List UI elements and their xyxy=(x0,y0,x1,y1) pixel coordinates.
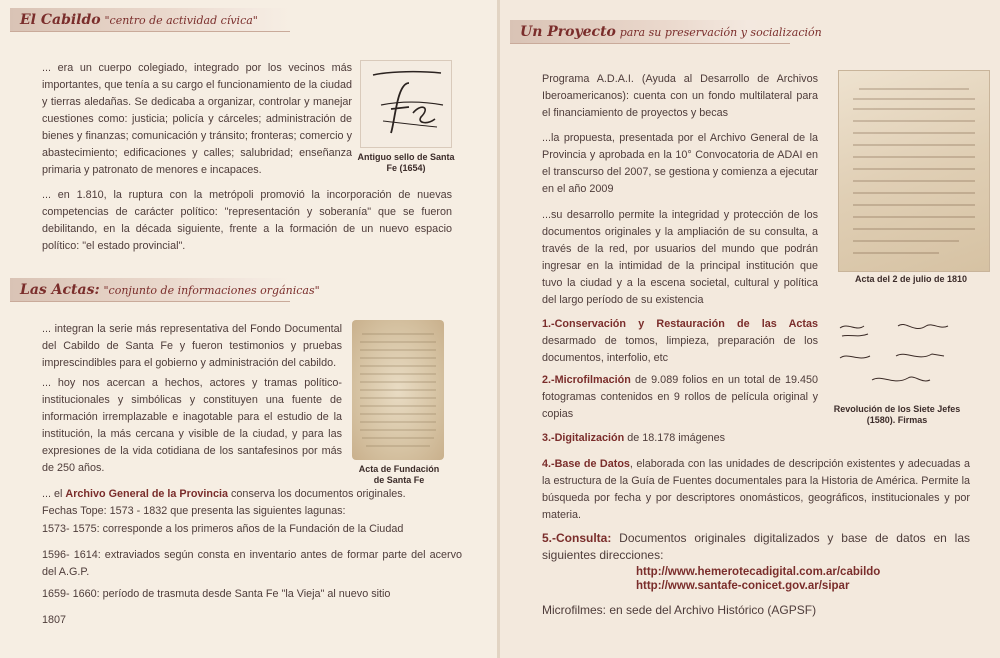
item-1-title: 1.-Conservación y Restauración de las Actas xyxy=(542,318,818,330)
item-2-text: de 9.089 folios en un total de 19.450 fotogramas contenidos en 9 rollos de película original y copias xyxy=(542,374,818,420)
proyecto-title: Un Proyecto xyxy=(520,24,616,40)
actas-p3-post: conserva los documentos originales. xyxy=(228,488,406,500)
fechas-tope: Fechas Tope: 1573 - 1832 que presenta las siguientes lagunas: xyxy=(42,505,346,517)
item-2-title: 2.-Microfilmación xyxy=(542,374,631,386)
laguna-2: 1596- 1614: extraviados según consta en inventario antes de formar parte del acervo del A.G.P. xyxy=(42,549,462,578)
item-5 xyxy=(542,530,970,564)
signatures-icon xyxy=(836,318,956,398)
item-4-title: 4.-Base de Datos xyxy=(542,458,630,470)
proyecto-paragraph-3: ...su desarrollo permite la integridad y protección de los documentos originales y la ampliación de su consulta, a través de la red, por usuarios del mundo que podrán ingresar en la intimidad de la principal institución que tuvo la ciudad y a la escena societal, cultural y política del largo período de su existencia xyxy=(542,209,818,306)
laguna-1: 1573- 1575: corresponde a los primeros años de la Fundación de la Ciudad xyxy=(42,523,404,535)
actas-paragraph-1: ... integran la serie más representativa del Fondo Documental del Cabildo de Santa Fe y fueron testimonios y pruebas imprescindibles para el gobierno y administración del cabildo. xyxy=(42,323,342,369)
item-3-title: 3.-Digitalización xyxy=(542,432,625,444)
item-5-title: 5.-Consulta: xyxy=(542,531,612,545)
seal-image xyxy=(360,60,452,148)
item-1-text: desarmado de tomos, limpieza, preparación de los documentos, interfolio, etc xyxy=(542,335,818,364)
item-2 xyxy=(542,372,818,423)
proyecto-paragraph-1: Programa A.D.A.I. (Ayuda al Desarrollo de Archivos Iberoamericanos): cuenta con un fondo multilateral para el financiamiento de proyectos y becas xyxy=(542,73,818,119)
seal-caption: Antiguo sello de Santa Fe (1654) xyxy=(357,152,455,173)
item-1 xyxy=(542,316,818,367)
actas-title: Las Actas: xyxy=(20,282,100,298)
proyecto-subtitle: para su preservación y socialización xyxy=(619,26,822,39)
item-3-text: de 18.178 imágenes xyxy=(624,432,726,444)
actas-banner xyxy=(10,278,320,302)
page-fold xyxy=(497,0,500,658)
acta-julio-image xyxy=(838,70,990,272)
actas-subtitle: "conjunto de informaciones orgánicas" xyxy=(103,284,320,297)
acta-fundacion-caption: Acta de Fundación de Santa Fe xyxy=(358,464,440,485)
manuscript-page-icon xyxy=(839,71,989,271)
cabildo-paragraph-2: ... en 1.810, la ruptura con la metrópoli promovió la incorporación de nuevas competencias de carácter político: "representación y soberanía" que se fueron debilitando, en la década siguiente, frente a la formación de un nuevo espacio político: "el estado provincial". xyxy=(42,189,452,252)
proyecto-paragraph-2: ...la propuesta, presentada por el Archivo General de la Provincia y aprobada en la 10° Convocatoria de ADAI en el transcurso del 2007, se gestiona y comienza a ejecutar en el año 2009 xyxy=(542,132,818,195)
item-4-text: , elaborada con las unidades de descripción existentes y adecuadas a la estructura de la Guía de Fuentes documentales para la Historia de América. Permite la búsqueda por fecha y por descriptores onomásticos, geográficos, institucionales y por materia. xyxy=(542,458,970,521)
microfilmes: Microfilmes: en sede del Archivo Histórico (AGPSF) xyxy=(542,603,817,617)
acta-fundacion-image xyxy=(352,320,444,460)
actas-paragraph-3 xyxy=(42,486,462,503)
cabildo-paragraph-1: ... era un cuerpo colegiado, integrado por los vecinos más importantes, que tenía a su cargo el funcionamiento de la ciudad y tierras aledañas. Se dedicaba a organizar, controlar y manejar cuestiones como: justicia; policía y cárceles; administración de bienes y finanzas; comunicación y tránsito; fronteras; comercio y abastecimiento; edificaciones y calles; salubridad; enseñanza primaria y patronato de menores e incapaces. xyxy=(42,62,352,176)
acta-julio-caption: Acta del 2 de julio de 1810 xyxy=(854,274,968,284)
archivo-general-bold: Archivo General de la Provincia xyxy=(65,488,229,500)
item-3 xyxy=(542,430,818,447)
seal-signature-icon xyxy=(361,61,451,147)
firmas-caption: Revolución de los Siete Jefes (1580). Firmas xyxy=(833,404,961,425)
proyecto-banner xyxy=(510,20,822,44)
cabildo-banner xyxy=(10,8,290,32)
firmas-image xyxy=(836,318,956,398)
actas-p3-pre: ... el xyxy=(42,488,66,500)
item-5-text: Documentos originales digitalizados y base de datos en las siguientes direcciones: xyxy=(542,531,970,562)
item-4 xyxy=(542,456,970,524)
cabildo-subtitle: "centro de actividad cívica" xyxy=(104,14,258,27)
link-sipar[interactable]: http://www.santafe-conicet.gov.ar/sipar xyxy=(636,580,850,592)
manuscript-page-icon xyxy=(352,320,444,460)
cabildo-title: El Cabildo xyxy=(20,12,101,28)
actas-paragraph-2: ... hoy nos acercan a hechos, actores y tramas político-institucionales y simbólicas y constituyen una fuente de información irremplazable e inagotable para el estudio de la institución, la más cercana y visible de la ciudad, y para las expresiones de la vida cotidiana de los santafesinos por más de 250 años. xyxy=(42,377,342,474)
laguna-4: 1807 xyxy=(42,614,67,626)
link-hemeroteca[interactable]: http://www.hemerotecadigital.com.ar/cabildo xyxy=(636,566,881,578)
laguna-3: 1659- 1660: período de trasmuta desde Santa Fe "la Vieja" al nuevo sitio xyxy=(42,588,391,600)
